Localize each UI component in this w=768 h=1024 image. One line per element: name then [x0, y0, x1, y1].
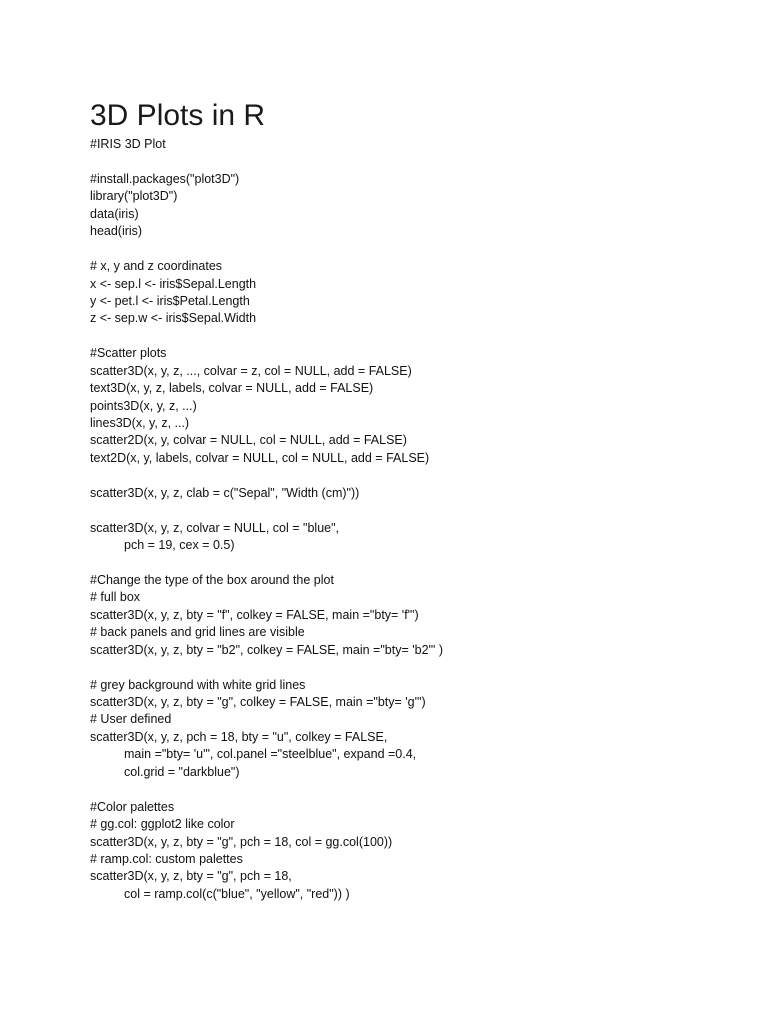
code-line: library("plot3D") [90, 189, 178, 204]
code-line: lines3D(x, y, z, ...) [90, 416, 190, 430]
blank-line [90, 467, 750, 484]
code-line: text3D(x, y, z, labels, colvar = NULL, add = FALSE) [90, 381, 374, 396]
code-line: z <- sep.w <- iris$Sepal.Width [90, 311, 257, 326]
code-line: scatter3D(x, y, z, colvar = NULL, col = "blue", [90, 520, 340, 535]
code-block [90, 136, 750, 903]
code-line: head(iris) [90, 224, 143, 239]
code-line: scatter3D(x, y, z, pch = 18, bty = "u", colkey = FALSE, [90, 729, 388, 744]
code-line: scatter2D(x, y, colvar = NULL, col = NULL, add = FALSE) [90, 433, 407, 448]
code-line: data(iris) [90, 206, 139, 221]
code-line: # x, y and z coordinates [90, 259, 223, 274]
code-line: # grey background with white grid lines [90, 677, 306, 692]
code-line: scatter3D(x, y, z, bty = "g", colkey = FALSE, main ="bty= 'g'") [90, 695, 426, 709]
code-line: # ramp.col: custom palettes [90, 851, 243, 866]
blank-line [90, 153, 750, 170]
code-line: scatter3D(x, y, z, bty = "g", pch = 18, [90, 869, 292, 884]
code-line: scatter3D(x, y, z, bty = "b2", colkey = FALSE, main ="bty= 'b2'" ) [90, 642, 443, 657]
code-line: main ="bty= 'u'", col.panel ="steelblue", expand =0.4, [124, 747, 417, 762]
code-line: # full box [90, 590, 141, 605]
code-line: # gg.col: ggplot2 like color [90, 817, 235, 832]
code-line: y <- pet.l <- iris$Petal.Length [90, 293, 250, 308]
code-line: col.grid = "darkblue") [124, 764, 240, 779]
code-line: scatter3D(x, y, z, bty = "f", colkey = FALSE, main ="bty= 'f'") [90, 607, 419, 622]
code-line: pch = 19, cex = 0.5) [124, 538, 235, 553]
page-title: 3D Plots in R [90, 99, 266, 132]
blank-line [90, 659, 750, 676]
code-line: col = ramp.col(c("blue", "yellow", "red")) ) [124, 886, 350, 901]
code-line: points3D(x, y, z, ...) [90, 398, 197, 413]
code-line: #Color palettes [90, 799, 175, 814]
code-line: #IRIS 3D Plot [90, 137, 166, 151]
blank-line [90, 502, 750, 519]
code-line: scatter3D(x, y, z, clab = c("Sepal", "Width (cm)")) [90, 485, 360, 500]
code-line: #Scatter plots [90, 346, 167, 361]
code-line: # User defined [90, 712, 172, 727]
code-line: scatter3D(x, y, z, ..., colvar = z, col = NULL, add = FALSE) [90, 363, 412, 378]
code-line: #install.packages("plot3D") [90, 171, 240, 186]
code-line: #Change the type of the box around the plot [90, 572, 334, 587]
code-line: scatter3D(x, y, z, bty = "g", pch = 18, col = gg.col(100)) [90, 834, 393, 849]
blank-line [90, 241, 750, 258]
blank-line [90, 781, 750, 798]
code-line: text2D(x, y, labels, colvar = NULL, col = NULL, add = FALSE) [90, 450, 430, 465]
code-line: # back panels and grid lines are visible [90, 625, 305, 640]
code-line: x <- sep.l <- iris$Sepal.Length [90, 276, 257, 291]
blank-line [90, 555, 750, 572]
blank-line [90, 328, 750, 345]
